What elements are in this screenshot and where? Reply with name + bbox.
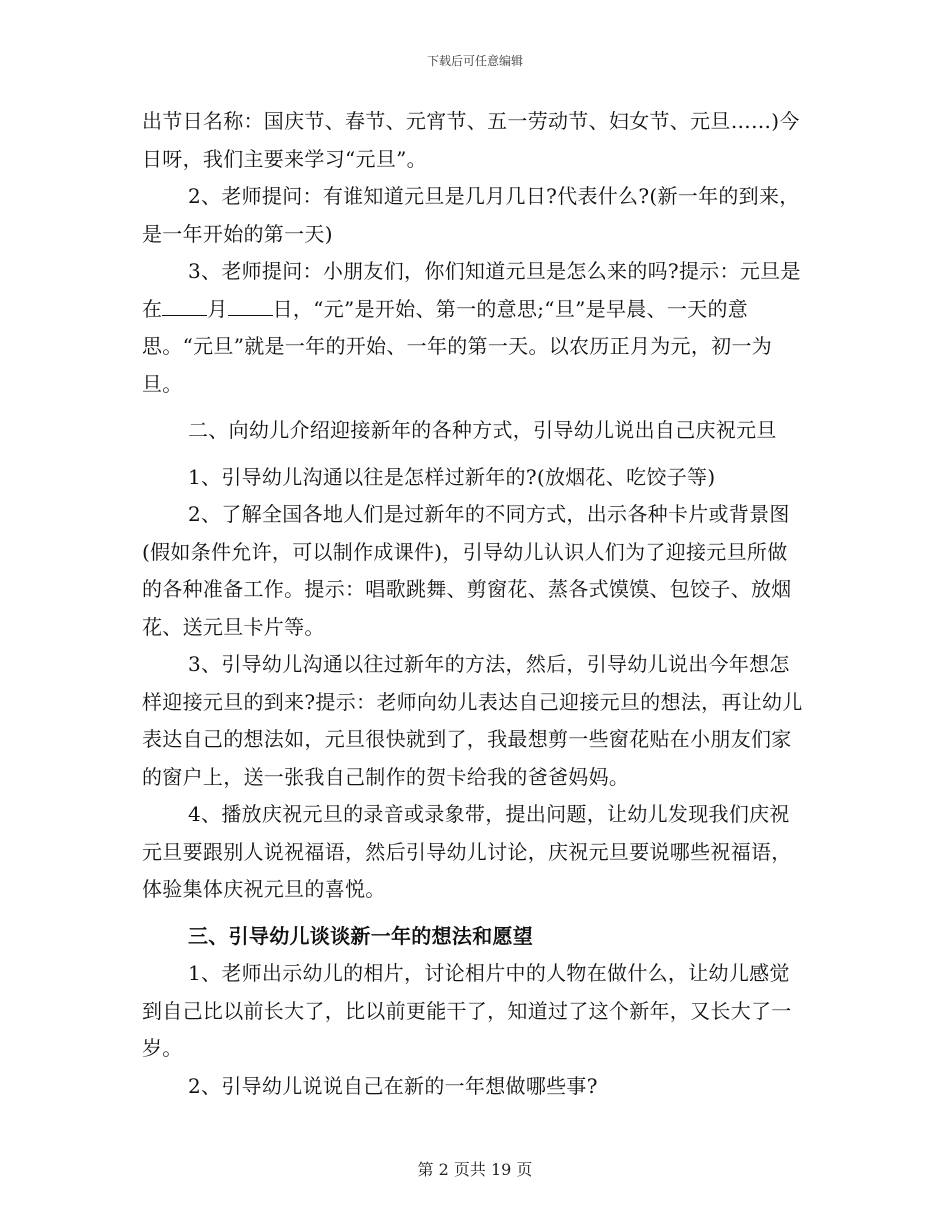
paragraph-section2-item1: 1、引导幼儿沟通以往是怎样过新年的?(放烟花、吃饺子等) bbox=[188, 464, 716, 489]
paragraph-question-3-part1: 3、老师提问：小朋友们，你们知道元旦是怎么来的吗?提示：元旦是在 bbox=[142, 259, 801, 321]
paragraph-section2-item2: 2、了解全国各地人们是过新年的不同方式，出示各种卡片或背景图(假如条件允许，可以制作成课件)，引导幼儿认识人们为了迎接元旦所做的各种准备工作。提示：唱歌跳舞、剪窗花、蒸各式馍馍、包饺子、放烟花、送元旦卡片等。 bbox=[142, 502, 792, 639]
paragraph-question-3 bbox=[142, 253, 807, 403]
paragraph-question-2: 2、老师提问：有谁知道元旦是几月几日?代表什么?(新一年的到来，是一年开始的第一天) bbox=[142, 184, 800, 246]
paragraph-section2-item4: 4、播放庆祝元旦的录音或录象带，提出问题，让幼儿发现我们庆祝元旦要跟别人说祝福语，然后引导幼儿讨论，庆祝元旦要说哪些祝福语，体验集体庆祝元旦的喜悦。 bbox=[142, 802, 792, 901]
section-heading-3: 三、引导幼儿谈谈新一年的想法和愿望 bbox=[188, 923, 534, 948]
paragraph-festival-names: 出节日名称：国庆节、春节、元宵节、五一劳动节、妇女节、元旦……)今日呀，我们主要来学习“元旦”。 bbox=[142, 109, 800, 171]
page-footer: 第 2 页共 19 页 bbox=[417, 1160, 533, 1179]
paragraph-question-3-part2: 月 bbox=[207, 296, 228, 321]
section-heading-2: 二、向幼儿介绍迎接新年的各种方式，引导幼儿说出自己庆祝元旦 bbox=[188, 418, 777, 442]
month-blank bbox=[162, 297, 207, 316]
day-blank bbox=[228, 297, 273, 316]
document-body bbox=[142, 103, 807, 1105]
paragraph-question-3-part3: 日，“元”是开始、第一的意思;“旦”是早晨、一天的意思。“元旦”就是一年的开始、一年的第一天。以农历正月为元，初一为旦。 bbox=[142, 296, 773, 396]
paragraph-section3-item1: 1、老师出示幼儿的相片，讨论相片中的人物在做什么，让幼儿感觉到自己比以前长大了，比以前更能干了，知道过了这个新年，又长大了一岁。 bbox=[142, 961, 792, 1060]
paragraph-section3-item2: 2、引导幼儿说说自己在新的一年想做哪些事? bbox=[188, 1073, 598, 1098]
page-header: 下载后可任意编辑 bbox=[426, 54, 523, 68]
paragraph-section2-item3: 3、引导幼儿沟通以往过新年的方法，然后，引导幼儿说出今年想怎样迎接元旦的到来?提示：老师向幼儿表达自己迎接元旦的想法，再让幼儿表达自己的想法如，元旦很快就到了，我最想剪一些窗花贴在小朋友们家的窗户上，送一张我自己制作的贺卡给我的爸爸妈妈。 bbox=[142, 652, 803, 789]
